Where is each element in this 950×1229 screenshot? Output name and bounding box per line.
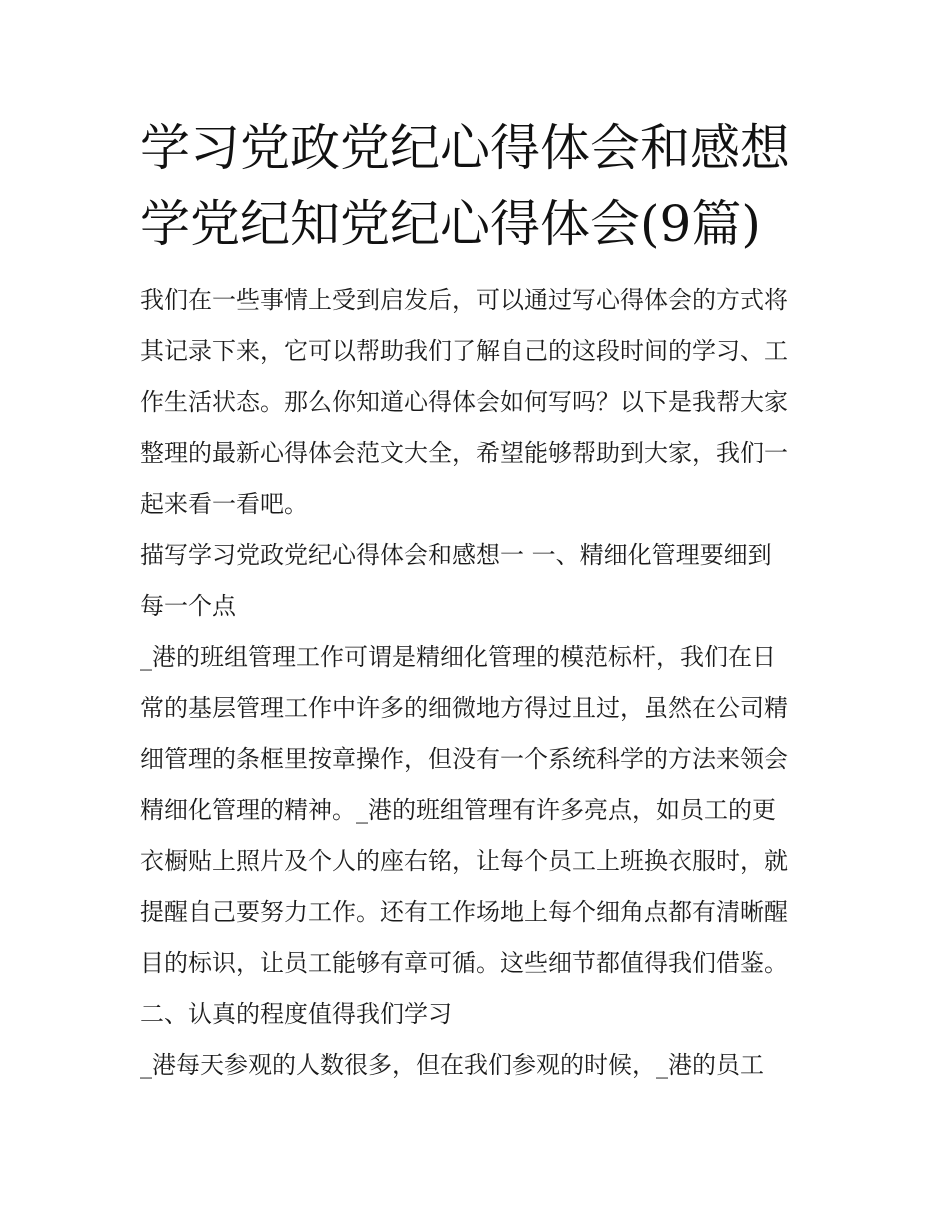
body-line: 细管理的条框里按章操作，但没有一个系统科学的方法来领会 [140,745,788,773]
body-line: _港每天参观的人数很多，但在我们参观的时候，_港的员工 [140,1051,764,1079]
title-line-2: 学党纪知党纪心得体会(9篇) [140,195,761,253]
body-line: 我们在一些事情上受到启发后，可以通过写心得体会的方式将 [140,286,788,314]
body-line: 衣橱贴上照片及个人的座右铭，让每个员工上班换衣服时，就 [140,847,788,875]
body-line: 作生活状态。那么你知道心得体会如何写吗？以下是我帮大家 [140,388,788,416]
body-line: 目的标识，让员工能够有章可循。这些细节都值得我们借鉴。 [140,949,788,977]
body-line: 精细化管理的精神。_港的班组管理有许多亮点，如员工的更 [140,796,776,824]
body-line: 常的基层管理工作中许多的细微地方得过且过，虽然在公司精 [140,694,788,722]
body-line: 描写学习党政党纪心得体会和感想一 一、精细化管理要细到 [140,541,772,569]
body-line: 提醒自己要努力工作。还有工作场地上每个细角点都有清晰醒 [140,898,788,926]
body-line: 其记录下来，它可以帮助我们了解自己的这段时间的学习、工 [140,337,788,365]
document-body [140,275,820,1091]
title-line-1: 学习党政党纪心得体会和感想 [140,119,790,177]
body-line: 整理的最新心得体会范文大全，希望能够帮助到大家，我们一 [140,439,788,467]
body-line: 每一个点 [140,592,236,620]
body-line: _港的班组管理工作可谓是精细化管理的模范标杆，我们在日 [140,643,776,671]
body-line: 起来看一看吧。 [140,490,308,518]
body-line: 二、认真的程度值得我们学习 [140,1000,452,1028]
document-title [140,110,840,262]
